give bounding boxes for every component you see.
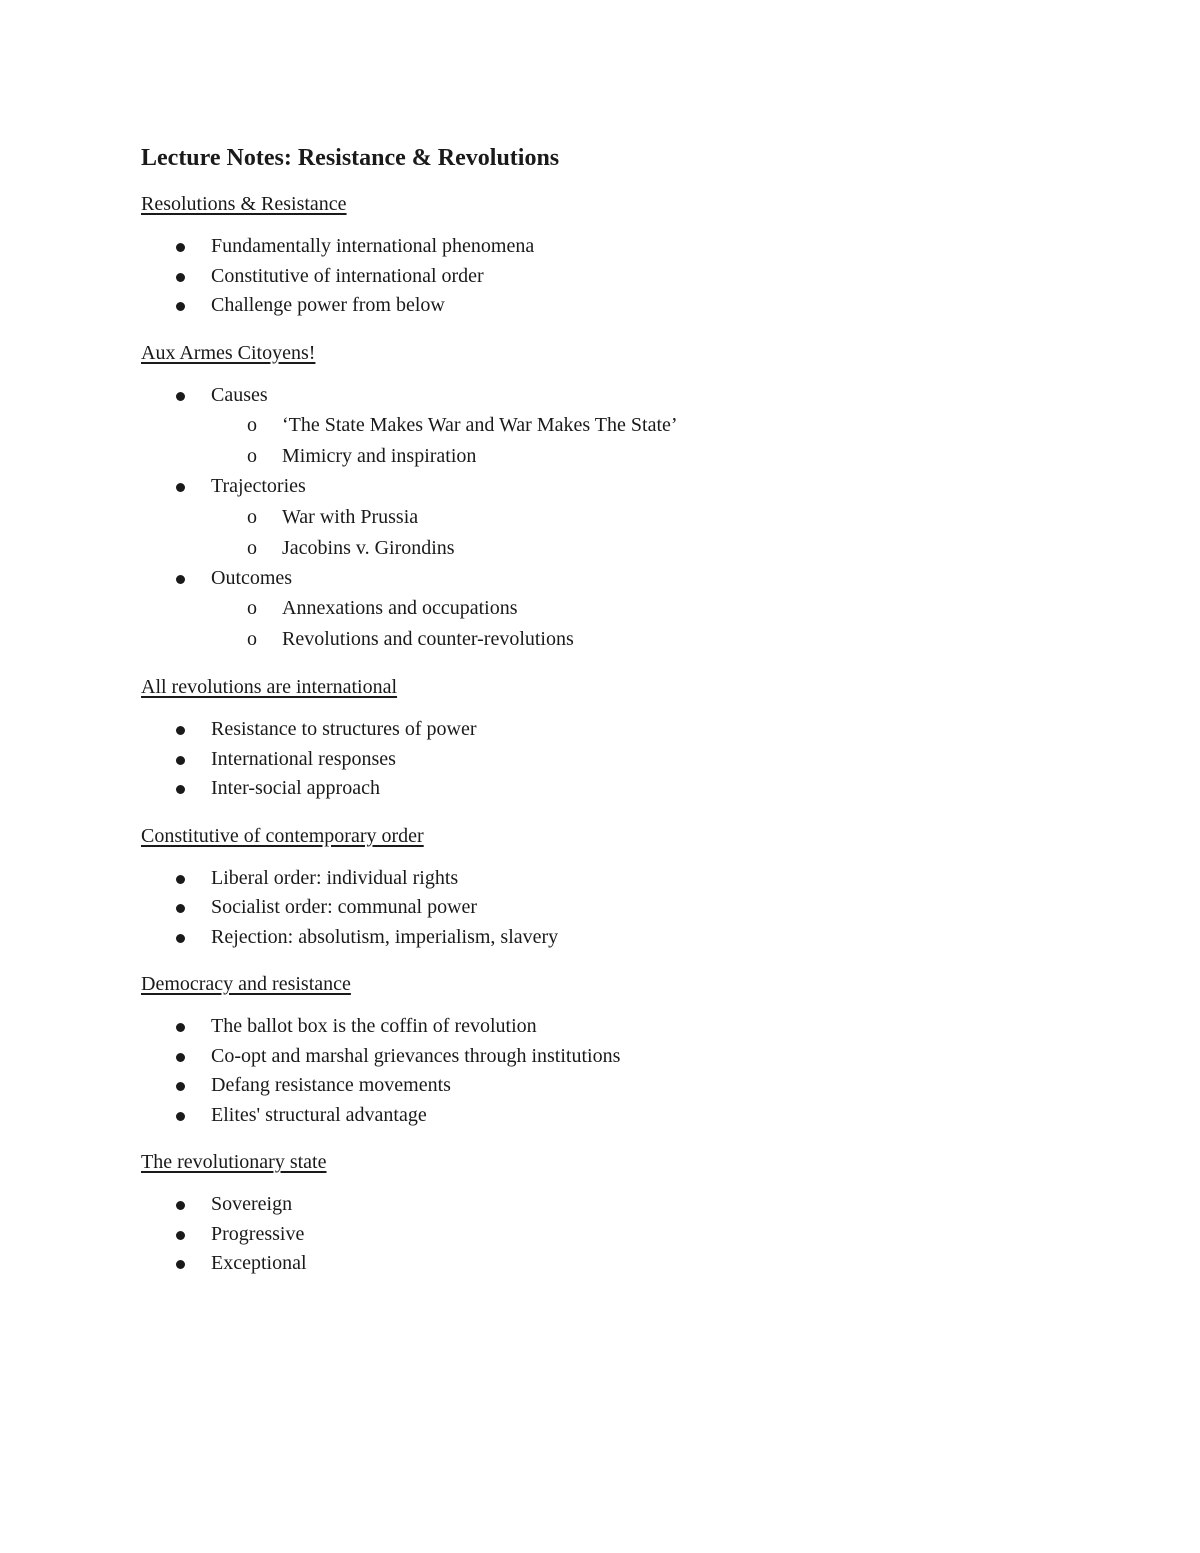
bullet-item <box>141 1071 1101 1101</box>
bullet-list <box>141 1012 1101 1130</box>
sub-bullet-item <box>211 410 1101 441</box>
hollow-bullet-icon: o <box>247 505 257 528</box>
bullet-text: Exceptional <box>211 1252 307 1274</box>
section <box>141 822 1101 953</box>
bullet-item <box>141 1220 1101 1250</box>
bullet-item <box>141 774 1101 804</box>
bullet-item <box>141 923 1101 953</box>
bullet-text: Elites' structural advantage <box>211 1103 427 1126</box>
bullet-dot-icon <box>176 1231 185 1240</box>
bullet-list <box>141 381 1101 656</box>
section <box>141 339 1101 656</box>
sections-container <box>141 190 1101 1279</box>
bullet-text: Causes <box>211 383 268 406</box>
section-heading: The revolutionary state <box>141 1151 327 1173</box>
section-heading: Aux Armes Citoyens! <box>141 341 316 364</box>
bullet-text: Sovereign <box>211 1193 293 1215</box>
hollow-bullet-icon: o <box>247 414 257 436</box>
sub-bullet-list <box>211 410 1101 472</box>
sub-bullet-item <box>211 624 1101 655</box>
bullet-dot-icon <box>176 243 185 252</box>
bullet-list <box>141 1190 1101 1279</box>
bullet-dot-icon <box>176 1053 185 1062</box>
document-title: Lecture Notes: Resistance & Revolutions <box>141 145 560 171</box>
section <box>141 673 1101 804</box>
sub-bullet-text: ‘The State Makes War and War Makes The State’ <box>282 414 678 436</box>
sub-bullet-item <box>211 502 1101 533</box>
bullet-dot-icon <box>176 904 185 913</box>
bullet-text: Constitutive of international order <box>211 264 484 287</box>
bullet-dot-icon <box>176 483 185 492</box>
bullet-dot-icon <box>176 875 185 884</box>
bullet-item <box>141 1190 1101 1220</box>
bullet-item <box>141 262 1101 292</box>
sub-bullet-item <box>211 593 1101 624</box>
bullet-item <box>141 745 1101 775</box>
sub-bullet-list <box>211 593 1101 655</box>
bullet-text: Outcomes <box>211 566 293 589</box>
bullet-dot-icon <box>176 1201 185 1210</box>
sub-bullet-list <box>211 502 1101 564</box>
bullet-text: Co-opt and marshal grievances through institutions <box>211 1044 621 1067</box>
sub-bullet-item <box>211 441 1101 472</box>
bullet-text: Trajectories <box>211 475 306 497</box>
bullet-dot-icon <box>176 302 185 311</box>
hollow-bullet-icon: o <box>247 597 257 619</box>
section <box>141 970 1101 1130</box>
bullet-dot-icon <box>176 273 185 282</box>
sub-bullet-text: Revolutions and counter-revolutions <box>282 628 574 650</box>
hollow-bullet-icon: o <box>247 628 257 650</box>
bullet-text: International responses <box>211 747 396 770</box>
bullet-list <box>141 232 1101 321</box>
bullet-dot-icon <box>176 726 185 735</box>
sub-bullet-text: Annexations and occupations <box>282 597 518 619</box>
bullet-dot-icon <box>176 934 185 943</box>
bullet-text: Fundamentally international phenomena <box>211 235 535 257</box>
sub-bullet-item <box>211 533 1101 564</box>
bullet-dot-icon <box>176 1023 185 1032</box>
bullet-dot-icon <box>176 756 185 765</box>
bullet-text: Resistance to structures of power <box>211 718 477 740</box>
bullet-dot-icon <box>176 575 185 584</box>
bullet-item <box>141 1012 1101 1042</box>
bullet-item <box>141 1249 1101 1279</box>
document-page <box>141 140 1101 1297</box>
bullet-text: Inter-social approach <box>211 777 380 799</box>
section-heading: Constitutive of contemporary order <box>141 824 424 847</box>
bullet-text: Rejection: absolutism, imperialism, slavery <box>211 925 559 948</box>
bullet-text: Progressive <box>211 1222 305 1245</box>
bullet-item <box>141 381 1101 473</box>
bullet-text: Defang resistance movements <box>211 1074 451 1096</box>
bullet-text: Liberal order: individual rights <box>211 866 459 889</box>
bullet-text: Challenge power from below <box>211 294 445 316</box>
sub-bullet-text: Mimicry and inspiration <box>282 445 477 467</box>
bullet-dot-icon <box>176 785 185 794</box>
bullet-text: Socialist order: communal power <box>211 896 478 918</box>
bullet-item <box>141 1101 1101 1131</box>
section-heading: Democracy and resistance <box>141 973 351 995</box>
bullet-item <box>141 291 1101 321</box>
bullet-item <box>141 472 1101 564</box>
bullet-item <box>141 1042 1101 1072</box>
bullet-item <box>141 232 1101 262</box>
sub-bullet-text: Jacobins v. Girondins <box>282 536 455 559</box>
bullet-list <box>141 864 1101 953</box>
sub-bullet-text: War with Prussia <box>282 505 419 528</box>
bullet-dot-icon <box>176 392 185 401</box>
bullet-dot-icon <box>176 1112 185 1121</box>
bullet-text: The ballot box is the coffin of revolution <box>211 1015 537 1037</box>
section <box>141 1148 1101 1279</box>
bullet-item <box>141 864 1101 894</box>
section-heading: Resolutions & Resistance <box>141 193 347 215</box>
bullet-item <box>141 715 1101 745</box>
section <box>141 190 1101 321</box>
bullet-item <box>141 893 1101 923</box>
bullet-dot-icon <box>176 1260 185 1269</box>
hollow-bullet-icon: o <box>247 445 257 467</box>
hollow-bullet-icon: o <box>247 536 257 559</box>
bullet-dot-icon <box>176 1082 185 1091</box>
bullet-list <box>141 715 1101 804</box>
bullet-item <box>141 564 1101 656</box>
section-heading: All revolutions are international <box>141 676 398 698</box>
